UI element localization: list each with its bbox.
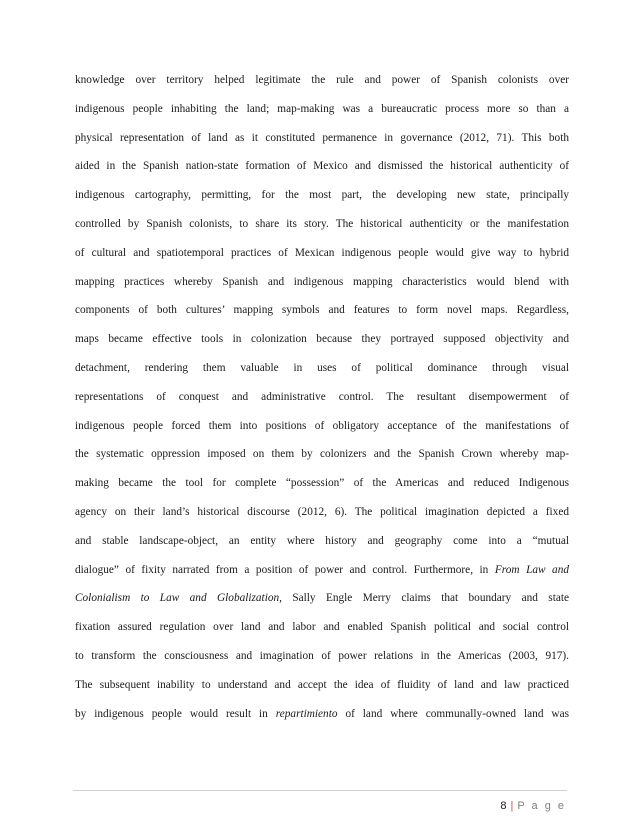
page-footer [500, 800, 566, 812]
text-segment: components of both cultures’ mapping symbols and features to form novel maps. Regardless, [75, 304, 569, 317]
text-segment: physical representation of land as it constituted permanence in governance (2012, 71). This both [75, 131, 569, 144]
italic-text: Colonialism to Law and Globalization, [75, 592, 282, 605]
text-line [75, 66, 569, 95]
text-line [75, 498, 569, 527]
text-line [75, 527, 569, 556]
text-segment: mapping practices whereby Spanish and indigenous mapping characteristics would blend with [75, 275, 569, 288]
footer-separator: | [510, 800, 514, 812]
text-segment: Sally Engle Merry claims that boundary and state [281, 592, 569, 605]
text-line [75, 354, 569, 383]
text-segment: to transform the consciousness and imagination of power relations in the Americas (2003, 917). [75, 649, 569, 662]
text-segment: by indigenous people would result in [75, 707, 276, 720]
text-segment: the systematic oppression imposed on them by colonizers and the Spanish Crown whereby map- [75, 448, 569, 461]
text-segment: indigenous people inhabiting the land; map-making was a bureaucratic process more so than a [75, 102, 569, 115]
text-line [75, 181, 569, 210]
text-segment: maps became effective tools in colonization because they portrayed supposed objectivity and [75, 333, 569, 346]
text-line [75, 296, 569, 325]
text-segment: fixation assured regulation over land and labor and enabled Spanish political and social control [75, 621, 569, 634]
body-text [75, 66, 569, 728]
text-segment: and stable landscape-object, an entity where history and geography come into a “mutual [75, 534, 569, 547]
italic-text: repartimiento [275, 707, 338, 720]
text-segment: controlled by Spanish colonists, to share its story. The historical authenticity or the manifestation [75, 217, 569, 230]
text-segment: knowledge over territory helped legitimate the rule and power of Spanish colonists over [75, 74, 569, 86]
text-segment: detachment, rendering them valuable in uses of political dominance through visual [75, 361, 569, 374]
text-line [75, 95, 569, 124]
text-segment: aided in the Spanish nation-state formation of Mexico and dismissed the historical authenticity of [75, 160, 569, 173]
text-line [75, 700, 569, 729]
text-line [75, 124, 569, 153]
text-line [75, 210, 569, 239]
text-segment: dialogue” of fixity narrated from a position of power and control. Furthermore, in [75, 563, 495, 576]
italic-text: From Law and [494, 563, 570, 576]
text-line [75, 556, 569, 585]
page-number: 8 [500, 800, 507, 812]
text-line [75, 325, 569, 354]
text-line [75, 584, 569, 613]
page-label: P a g e [517, 800, 566, 812]
text-line [75, 440, 569, 469]
text-line [75, 469, 569, 498]
text-segment: representations of conquest and administrative control. The resultant disempowerment of [75, 390, 569, 403]
text-segment: indigenous people forced them into positions of obligatory acceptance of the manifestations of [75, 419, 569, 432]
text-segment: The subsequent inability to understand and accept the idea of fluidity of land and law practiced [75, 678, 569, 691]
text-line [75, 642, 569, 671]
text-line [75, 268, 569, 297]
text-segment: of cultural and spatiotemporal practices of Mexican indigenous people would give way to hybrid [75, 246, 569, 259]
text-line [75, 152, 569, 181]
text-line [75, 613, 569, 642]
text-segment: agency on their land’s historical discourse (2012, 6). The political imagination depicted a fixed [75, 505, 569, 518]
text-line [75, 412, 569, 441]
footer-rule [73, 790, 567, 791]
text-segment: of land where communally-owned land was [337, 707, 569, 720]
text-line [75, 671, 569, 700]
text-segment: making became the tool for complete “possession” of the Americas and reduced Indigenous [75, 477, 569, 490]
text-line [75, 383, 569, 412]
text-segment: indigenous cartography, permitting, for the most part, the developing new state, principally [75, 189, 569, 202]
text-line [75, 239, 569, 268]
